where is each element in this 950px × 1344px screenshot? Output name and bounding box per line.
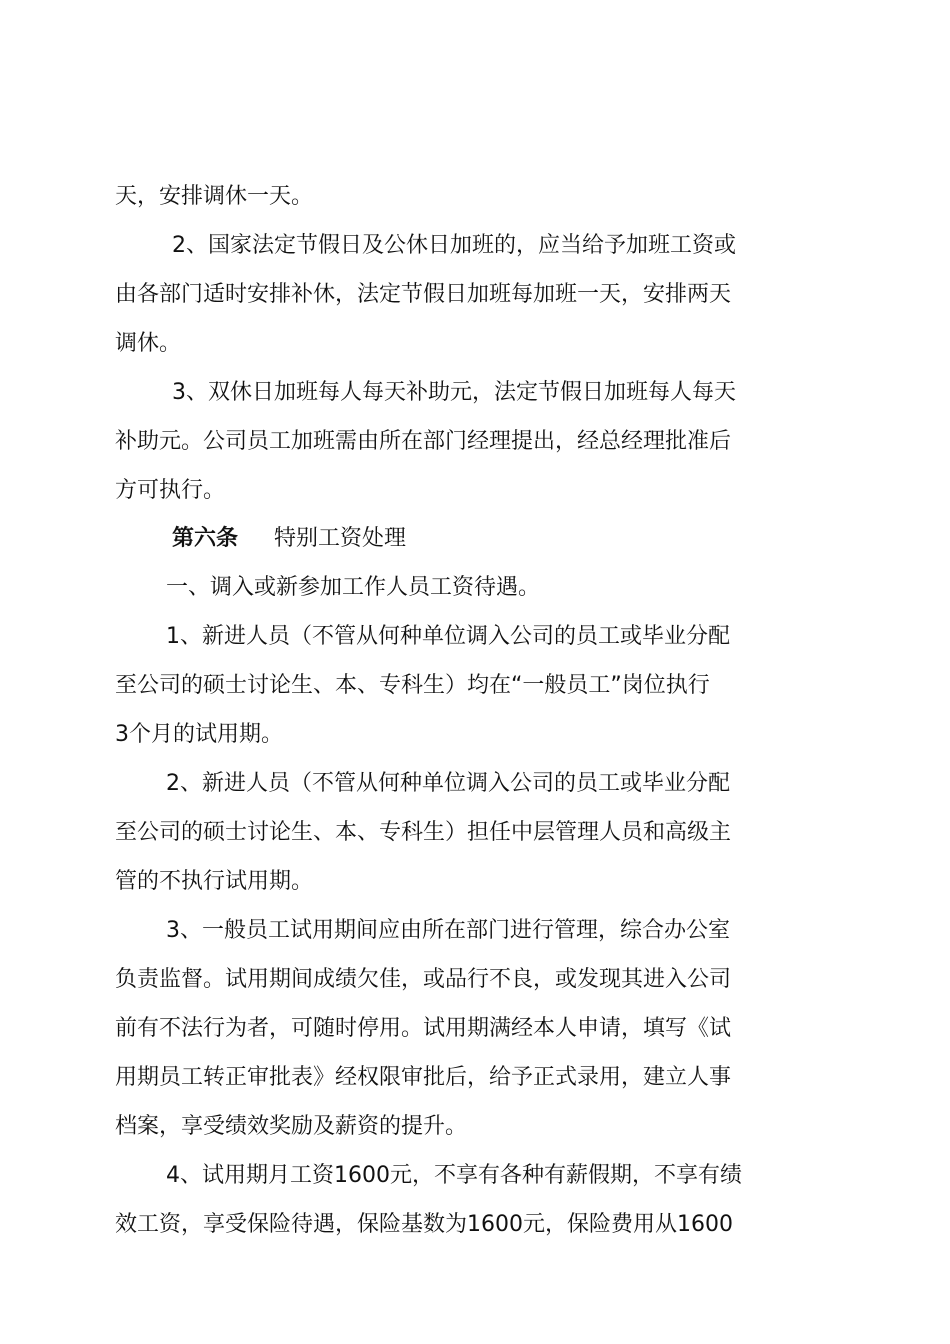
paragraph-line: 4、试用期月工资1600元，不享有各种有薪假期，不享有绩	[166, 1163, 742, 1188]
article-title: 特别工资处理	[274, 526, 407, 551]
paragraph-line: 至公司的硕士讨论生、本、专科生）担任中层管理人员和高级主	[115, 820, 732, 845]
article-number: 第六条	[172, 526, 239, 551]
section-heading	[172, 524, 406, 554]
paragraph-line: 调休。	[115, 331, 182, 356]
paragraph-line: 效工资，享受保险待遇，保险基数为1600元，保险费用从1600	[115, 1212, 733, 1237]
paragraph-line: 档案，享受绩效奖励及薪资的提升。	[115, 1114, 468, 1139]
paragraph-line: 方可执行。	[115, 478, 226, 503]
paragraph-line: 至公司的硕士讨论生、本、专科生）均在“一般员工”岗位执行	[115, 673, 710, 698]
paragraph-line: 3、一般员工试用期间应由所在部门进行管理，综合办公室	[166, 918, 730, 943]
paragraph-line: 2、国家法定节假日及公休日加班的，应当给予加班工资或	[172, 233, 736, 258]
paragraph-line: 3、双休日加班每人每天补助元，法定节假日加班每人每天	[172, 380, 736, 405]
paragraph-line: 一、调入或新参加工作人员工资待遇。	[166, 575, 541, 600]
paragraph-line: 负责监督。试用期间成绩欠佳，或品行不良，或发现其进入公司	[115, 967, 732, 992]
paragraph-line: 2、新进人员（不管从何种单位调入公司的员工或毕业分配	[166, 771, 730, 796]
paragraph-line: 天，安排调休一天。	[115, 184, 314, 209]
paragraph-line: 用期员工转正审批表》经权限审批后，给予正式录用，建立人事	[115, 1065, 732, 1090]
paragraph-line: 管的不执行试用期。	[115, 869, 314, 894]
paragraph-line: 1、新进人员（不管从何种单位调入公司的员工或毕业分配	[166, 624, 730, 649]
paragraph-line: 由各部门适时安排补休，法定节假日加班每加班一天，安排两天	[115, 282, 732, 307]
paragraph-line: 前有不法行为者，可随时停用。试用期满经本人申请，填写《试	[115, 1016, 732, 1041]
paragraph-line: 3个月的试用期。	[115, 722, 283, 747]
paragraph-line: 补助元。公司员工加班需由所在部门经理提出，经总经理批准后	[115, 429, 732, 454]
